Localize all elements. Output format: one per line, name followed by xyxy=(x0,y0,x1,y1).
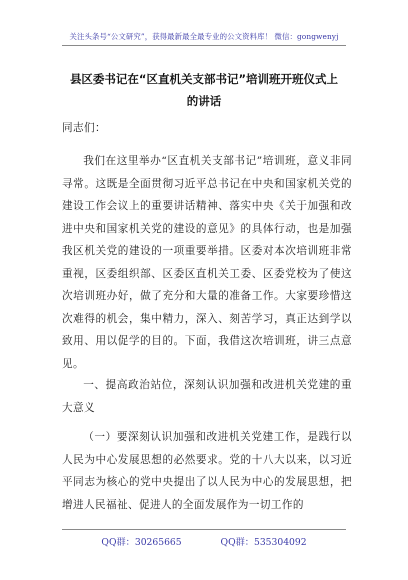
footer-qq-group-2: QQ群：535304092 xyxy=(220,537,307,548)
section-heading: 一、提高政治站位，深刻认识加强和改进机关党建的重大意义 xyxy=(62,379,352,414)
salutation: 同志们： xyxy=(62,122,106,134)
document-title xyxy=(50,68,358,112)
footer-contact xyxy=(0,534,408,548)
paragraph-intro: 我们在这里举办“区直机关支部书记”培训班，意义非同寻常。这既是全面贯彻习近平总书记在中央和国家机关党的建设工作会议上的重要讲话精神、落实中央《关于加强和改进中央和国家机关党的建设的意见》的具体行动，也是加强我区机关党的建设的一项重要举措。区委对本次培训班非常重视，区委组织部、区委区直机关工委、区委党校为了使这次培训班办好，做了充分和大量的准备工作。大家要珍惜这次难得的机会，集中精力，深入、刻苦学习，真正达到学以致用、用以促学的目的。下面，我借这次培训班，讲三点意见。 xyxy=(62,155,352,370)
title-line-2: 的讲话 xyxy=(186,94,222,108)
title-line-1: 县区委书记在“区直机关支部书记”培训班开班仪式上 xyxy=(69,72,339,86)
header-divider xyxy=(62,45,346,46)
footer-qq-group-1: QQ群：30265665 xyxy=(101,537,182,548)
subsection-paragraph: （一）要深刻认识加强和改进机关党建工作，是践行以人民为中心发展思想的必然要求。党的十八大以来，以习近平同志为核心的党中央提出了以人民为中心的发展思想，把增进人民福祉、促进人的全面发展作为一切工作的 xyxy=(62,431,352,511)
footer-divider xyxy=(62,529,346,530)
header-promo-note: 关注头条号“公文研究”，获得最新最全最专业的公文资料库！ 微信：gongwenyj xyxy=(69,32,339,41)
